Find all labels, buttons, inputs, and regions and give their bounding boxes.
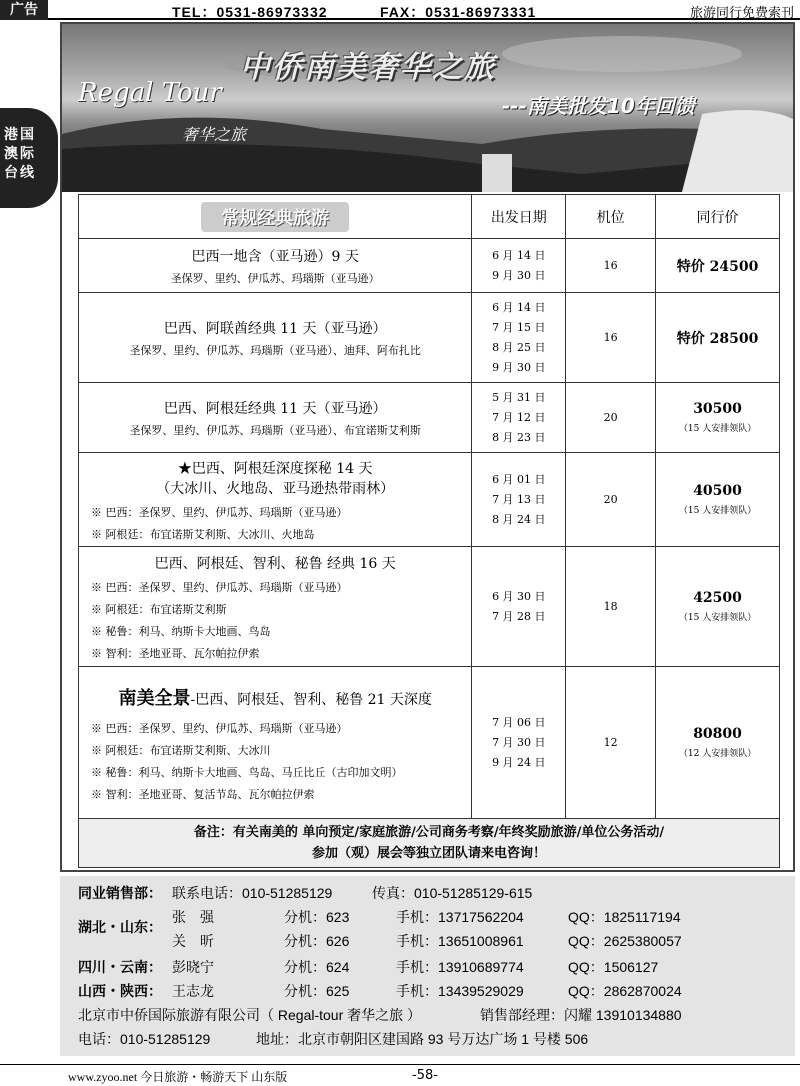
note-cell — [79, 819, 780, 868]
route-line-text: 秘鲁：利马、纳斯卡大地画、鸟岛、马丘比丘（古印加文明） — [105, 765, 403, 779]
route-cell — [79, 293, 472, 383]
price-cell — [656, 453, 780, 547]
route-lines — [83, 720, 467, 802]
note-line: 参加（观）展会等独立团队请来电咨询！ — [311, 846, 546, 861]
price-cell — [656, 239, 780, 293]
price-value: 30500 — [693, 401, 742, 417]
contact-ext: 分机：624 — [284, 959, 350, 975]
route-title: 巴西、阿根廷经典 11 天（亚马逊） — [163, 400, 387, 417]
publication-name: 旅游同行免费索刊 — [689, 6, 794, 21]
side-tab-line: 台线 — [4, 165, 36, 181]
depart-date: 9 月 30 日 — [492, 268, 546, 282]
sales-manager: 销售部经理：闪耀 13910134880 — [480, 1007, 682, 1023]
leader-note: （15 人安排领队） — [678, 613, 757, 623]
table-header-row — [79, 195, 780, 239]
table-row — [79, 453, 780, 547]
price-value: 42500 — [693, 590, 742, 606]
contact-ext: 分机：625 — [284, 983, 350, 999]
table-row — [79, 239, 780, 293]
route-line: ※ 秘鲁：利马、纳斯卡大地画、鸟岛 — [91, 624, 271, 638]
table-row — [79, 547, 780, 667]
depart-date: 7 月 13 日 — [492, 492, 546, 506]
route-cell — [79, 239, 472, 293]
banner-subtitle: ---南美批发10年回馈 — [502, 94, 695, 118]
depart-date: 9 月 30 日 — [492, 360, 546, 374]
route-line-text: 智利：圣地亚哥、瓦尔帕拉伊索 — [105, 646, 260, 660]
table-row — [79, 667, 780, 819]
route-line: ※ 秘鲁：利马、纳斯卡大地画、鸟岛、马丘比丘（古印加文明） — [91, 765, 403, 779]
route-line-text: 阿根廷：布宜诺斯艾利斯、大冰川、火地岛 — [105, 527, 315, 541]
price-cell — [656, 293, 780, 383]
route-line: ※ 巴西：圣保罗、里约、伊瓜苏、玛瑙斯（亚马逊） — [91, 580, 348, 594]
seats-cell: 16 — [566, 293, 656, 383]
date-cell — [472, 667, 566, 819]
company-phone: 电话：010-51285129 — [78, 1031, 211, 1047]
depart-date: 7 月 06 日 — [492, 715, 546, 729]
note-row — [79, 819, 780, 868]
price-cell — [656, 667, 780, 819]
route-line: ※ 阿根廷：布宜诺斯艾利斯、大冰川 — [91, 743, 271, 757]
date-cell — [472, 547, 566, 667]
leader-note: （15 人安排领队） — [678, 506, 757, 516]
price-value: 80800 — [693, 726, 742, 742]
depart-date: 7 月 30 日 — [492, 735, 546, 749]
contact-mobile: 手机：13439529029 — [396, 983, 524, 999]
contact-qq: QQ：2625380057 — [568, 933, 682, 949]
ad-frame — [60, 22, 795, 872]
route-line: ※ 巴西：圣保罗、里约、伊瓜苏、玛瑙斯（亚马逊） — [91, 505, 348, 519]
seats-cell: 20 — [566, 383, 656, 453]
star-icon: ★ — [177, 460, 192, 477]
side-tab — [0, 108, 58, 208]
company-name: 北京市中侨国际旅游有限公司（ Regal-tour 奢华之旅 ） — [78, 1007, 422, 1023]
leader-note: （12 人安排领队） — [678, 749, 757, 759]
route-cities: 圣保罗、里约、伊瓜苏、玛瑙斯（亚马逊） — [170, 271, 380, 285]
header-price: 同行价 — [656, 195, 780, 239]
depart-date: 6 月 14 日 — [492, 248, 546, 262]
footer-site: www.zyoo.net 今日旅游・畅游天下 山东版 — [68, 1070, 288, 1084]
depart-date: 6 月 01 日 — [492, 472, 546, 486]
tour-table — [78, 194, 780, 868]
route-lines — [83, 504, 467, 542]
route-cell — [79, 453, 472, 547]
route-title — [83, 684, 467, 710]
header-date: 出发日期 — [472, 195, 566, 239]
table-row — [79, 293, 780, 383]
contact-qq: QQ：2862870024 — [568, 983, 682, 999]
contact-mobile: 手机：13910689774 — [396, 959, 524, 975]
sales-label: 同业销售部： — [78, 885, 162, 901]
banner-title: 中侨南美奢华之旅 — [240, 50, 496, 85]
route-title-text: -巴西、阿根廷、智利、秘鲁 21 天深度 — [190, 691, 432, 708]
route-title: 巴西、阿根廷、智利、秘鲁 经典 16 天 — [154, 555, 396, 572]
page-number: -58- — [412, 1068, 438, 1083]
table-row — [79, 383, 780, 453]
route-title: 巴西、阿联酋经典 11 天（亚马逊） — [163, 320, 387, 337]
depart-date: 5 月 31 日 — [492, 390, 546, 404]
price-value: 特价 24500 — [676, 258, 759, 275]
route-line-text: 秘鲁：利马、纳斯卡大地画、鸟岛 — [105, 624, 271, 638]
route-line: ※ 巴西：圣保罗、里约、伊瓜苏、玛瑙斯（亚马逊） — [91, 721, 348, 735]
route-line-text: 阿根廷：布宜诺斯艾利斯 — [105, 602, 227, 616]
price-value: 特价 28500 — [676, 330, 759, 347]
brand-english: Regal Tour — [78, 78, 222, 108]
route-title-line2: （大冰川、火地岛、亚马逊热带雨林） — [156, 480, 395, 497]
route-line-text: 巴西：圣保罗、里约、伊瓜苏、玛瑙斯（亚马逊） — [105, 505, 348, 519]
leader-note: （15 人安排领队） — [678, 424, 757, 434]
route-line-text: 阿根廷：布宜诺斯艾利斯、大冰川 — [105, 743, 271, 757]
depart-date: 8 月 25 日 — [492, 340, 546, 354]
route-cities: 圣保罗、里约、伊瓜苏、玛瑙斯（亚马逊）、布宜诺斯艾利斯 — [129, 423, 421, 437]
contact-name: 王志龙 — [172, 983, 214, 999]
seats-cell: 18 — [566, 547, 656, 667]
price-cell — [656, 547, 780, 667]
region-label: 湖北・山东： — [78, 919, 162, 935]
route-line-text: 巴西：圣保罗、里约、伊瓜苏、玛瑙斯（亚马逊） — [105, 721, 348, 735]
ad-tag: 广告 — [0, 0, 48, 20]
side-tab-line: 澳际 — [4, 146, 36, 162]
tel-number: TEL：0531-86973332 — [172, 4, 328, 20]
price-cell — [656, 383, 780, 453]
depart-date: 7 月 12 日 — [492, 410, 546, 424]
date-cell — [472, 239, 566, 293]
header-category — [79, 195, 472, 239]
route-title-text: 巴西、阿根廷深度探秘 14 天 — [191, 460, 373, 477]
contact-mobile: 手机：13651008961 — [396, 933, 524, 949]
depart-date: 8 月 24 日 — [492, 512, 546, 526]
category-label: 常规经典旅游 — [201, 202, 349, 232]
footer — [0, 1064, 800, 1086]
price-value: 40500 — [693, 483, 742, 499]
top-bar — [0, 0, 800, 20]
sales-fax: 传真：010-51285129-615 — [372, 885, 533, 901]
route-line-text: 智利：圣地亚哥、复活节岛、瓦尔帕拉伊索 — [105, 787, 315, 801]
seats-cell: 12 — [566, 667, 656, 819]
depart-date: 6 月 30 日 — [492, 589, 546, 603]
depart-date: 6 月 14 日 — [492, 300, 546, 314]
brand-chinese: 奢华之旅 — [182, 125, 247, 144]
date-cell — [472, 383, 566, 453]
route-title: 巴西一地含（亚马逊）9 天 — [191, 248, 359, 265]
contact-name: 关 昕 — [172, 933, 214, 949]
seats-cell: 20 — [566, 453, 656, 547]
route-title — [83, 458, 467, 478]
route-line: ※ 阿根廷：布宜诺斯艾利斯、大冰川、火地岛 — [91, 527, 315, 541]
route-cell — [79, 383, 472, 453]
depart-date: 7 月 28 日 — [492, 609, 546, 623]
route-line: ※ 智利：圣地亚哥、复活节岛、瓦尔帕拉伊索 — [91, 787, 315, 801]
contact-ext: 分机：626 — [284, 933, 350, 949]
route-line: ※ 智利：圣地亚哥、瓦尔帕拉伊索 — [91, 646, 260, 660]
route-line: ※ 阿根廷：布宜诺斯艾利斯 — [91, 602, 227, 616]
region-label: 四川・云南： — [78, 959, 162, 975]
date-cell — [472, 453, 566, 547]
route-title-big: 南美全景 — [118, 687, 191, 709]
region-label: 山西・陕西： — [78, 983, 162, 999]
date-cell — [472, 293, 566, 383]
depart-date: 7 月 15 日 — [492, 320, 546, 334]
route-cell — [79, 547, 472, 667]
company-address: 地址：北京市朝阳区建国路 93 号万达广场 1 号楼 506 — [256, 1031, 589, 1047]
contact-qq: QQ：1506127 — [568, 959, 659, 975]
side-tab-line: 港国 — [4, 127, 36, 143]
route-line-text: 巴西：圣保罗、里约、伊瓜苏、玛瑙斯（亚马逊） — [105, 580, 348, 594]
depart-date: 9 月 24 日 — [492, 755, 546, 769]
header-seats: 机位 — [566, 195, 656, 239]
contact-ext: 分机：623 — [284, 909, 350, 925]
fax-number: FAX：0531-86973331 — [380, 4, 537, 20]
banner-image — [62, 24, 793, 192]
contact-section — [60, 876, 795, 1056]
note-line: 备注：有关南美的 单向预定/家庭旅游/公司商务考察/年终奖励旅游/单位公务活动/ — [193, 825, 665, 840]
sales-tel: 联系电话：010-51285129 — [172, 885, 333, 901]
route-cities: 圣保罗、里约、伊瓜苏、玛瑙斯（亚马逊）、迪拜、阿布扎比 — [129, 343, 421, 357]
route-cell — [79, 667, 472, 819]
seats-cell: 16 — [566, 239, 656, 293]
contact-qq: QQ：1825117194 — [568, 909, 681, 925]
depart-date: 8 月 23 日 — [492, 430, 546, 444]
route-lines — [83, 579, 467, 661]
contact-name: 张 强 — [172, 909, 214, 925]
contact-name: 彭晓宁 — [172, 959, 214, 975]
contact-mobile: 手机：13717562204 — [396, 909, 524, 925]
